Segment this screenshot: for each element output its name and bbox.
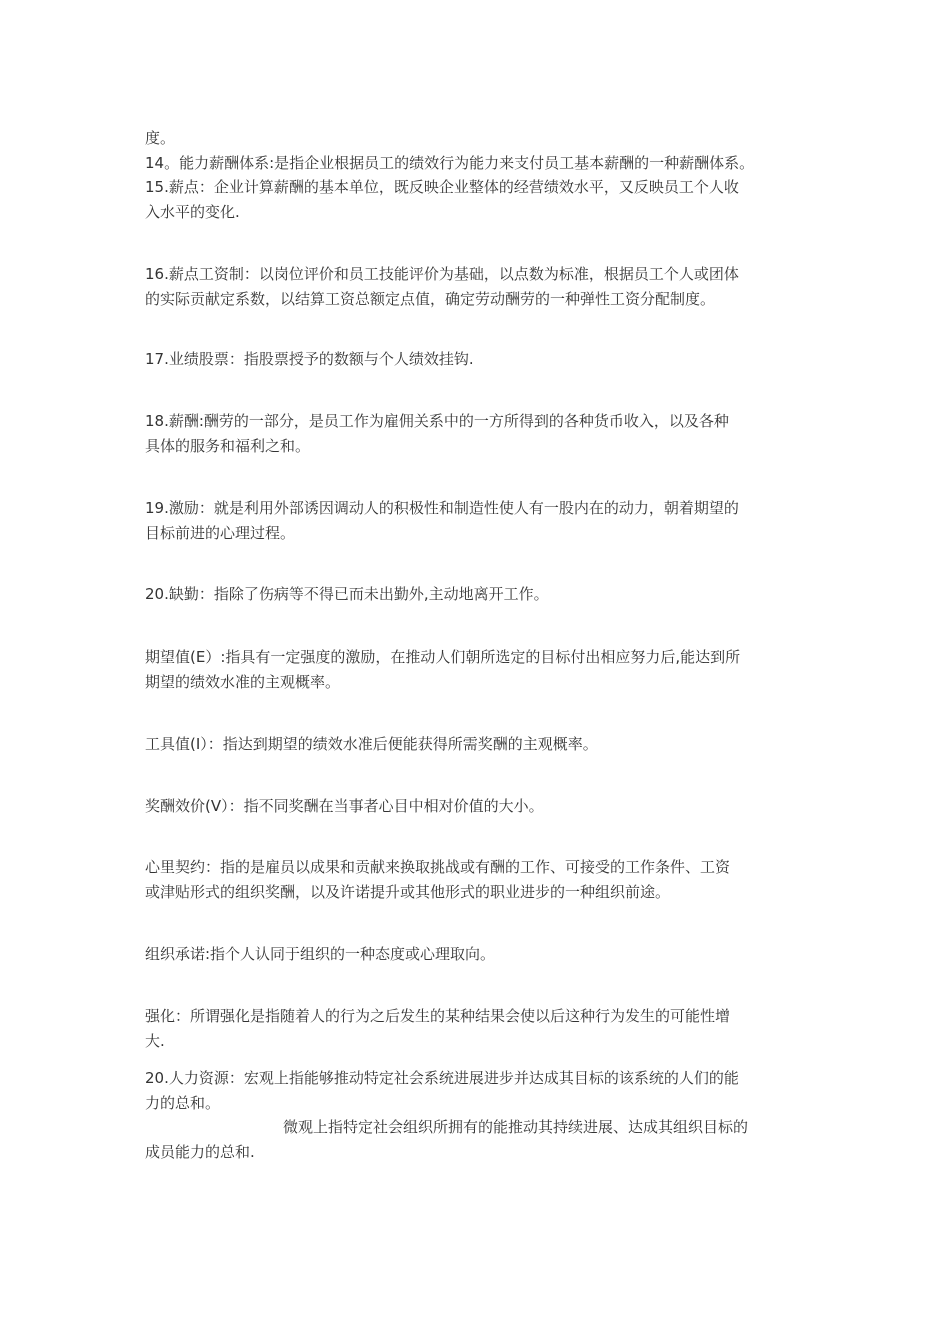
text-line: 的实际贡献定系数，以结算工资总额定点值，确定劳动酬劳的一种弹性工资分配制度。 xyxy=(145,290,716,308)
text-line: 期望的绩效水准的主观概率。 xyxy=(145,673,341,691)
text-line: 大. xyxy=(145,1032,165,1050)
paragraph-micro-definition xyxy=(283,1115,810,1140)
text-line: 微观上指特定社会组织所拥有的能推动其持续进展、达成其组织目标的 xyxy=(283,1118,749,1136)
paragraph-micro-continuation xyxy=(145,1140,810,1165)
text-line: 14。能力薪酬体系:是指企业根据员工的绩效行为能力来支付员工基本薪酬的一种薪酬体系。 xyxy=(145,154,755,172)
text-line: 16.薪点工资制：以岗位评价和员工技能评价为基础，以点数为标准，根据员工个人或团体 xyxy=(145,265,739,283)
text-line: 度。 xyxy=(145,129,176,147)
paragraph-15 xyxy=(145,175,810,225)
text-line: 19.激励：就是利用外部诱因调动人的积极性和制造性使人有一股内在的动力，朝着期望的 xyxy=(145,499,739,517)
paragraph-reinforcement xyxy=(145,1004,810,1054)
text-line: 或津贴形式的组织奖酬，以及许诺提升或其他形式的职业进步的一种组织前途。 xyxy=(145,883,671,901)
paragraph-continuation xyxy=(145,126,810,151)
paragraph-psychological-contract xyxy=(145,855,810,905)
text-line: 18.薪酬:酬劳的一部分，是员工作为雇佣关系中的一方所得到的各种货币收入，以及各种 xyxy=(145,412,729,430)
text-line: 期望值(E）:指具有一定强度的激励，在推动人们朝所选定的目标付出相应努力后,能达到所 xyxy=(145,648,741,666)
text-line: 成员能力的总和. xyxy=(145,1143,255,1161)
paragraph-16 xyxy=(145,262,810,312)
text-line: 17.业绩股票：指股票授予的数额与个人绩效挂钩. xyxy=(145,350,474,368)
paragraph-20-absence xyxy=(145,582,810,607)
text-line: 20.人力资源：宏观上指能够推动特定社会系统进展进步并达成其目标的该系统的人们的能 xyxy=(145,1069,739,1087)
text-line: 20.缺勤：指除了伤病等不得已而未出勤外,主动地离开工作。 xyxy=(145,585,549,603)
paragraph-20-human-resources xyxy=(145,1066,810,1116)
text-line: 目标前进的心理过程。 xyxy=(145,524,296,542)
paragraph-commitment xyxy=(145,942,810,967)
paragraph-19 xyxy=(145,496,810,546)
text-line: 入水平的变化. xyxy=(145,203,240,221)
text-line: 15.薪点：企业计算薪酬的基本单位，既反映企业整体的经营绩效水平，又反映员工个人收 xyxy=(145,178,739,196)
text-line: 力的总和。 xyxy=(145,1094,221,1112)
paragraph-valence xyxy=(145,794,810,819)
paragraph-instrumentality xyxy=(145,732,810,757)
text-line: 组织承诺:指个人认同于组织的一种态度或心理取向。 xyxy=(145,945,496,963)
text-line: 奖酬效价(V）：指不同奖酬在当事者心目中相对价值的大小。 xyxy=(145,797,544,815)
paragraph-17 xyxy=(145,347,810,372)
paragraph-expectancy xyxy=(145,645,810,695)
text-line: 心里契约：指的是雇员以成果和贡献来换取挑战或有酬的工作、可接受的工作条件、工资 xyxy=(145,858,731,876)
text-line: 工具值(I）：指达到期望的绩效水准后便能获得所需奖酬的主观概率。 xyxy=(145,735,598,753)
text-line: 具体的服务和福利之和。 xyxy=(145,437,311,455)
text-line: 强化：所谓强化是指随着人的行为之后发生的某种结果会使以后这种行为发生的可能性增 xyxy=(145,1007,731,1025)
paragraph-18 xyxy=(145,409,810,459)
paragraph-14 xyxy=(145,151,810,176)
